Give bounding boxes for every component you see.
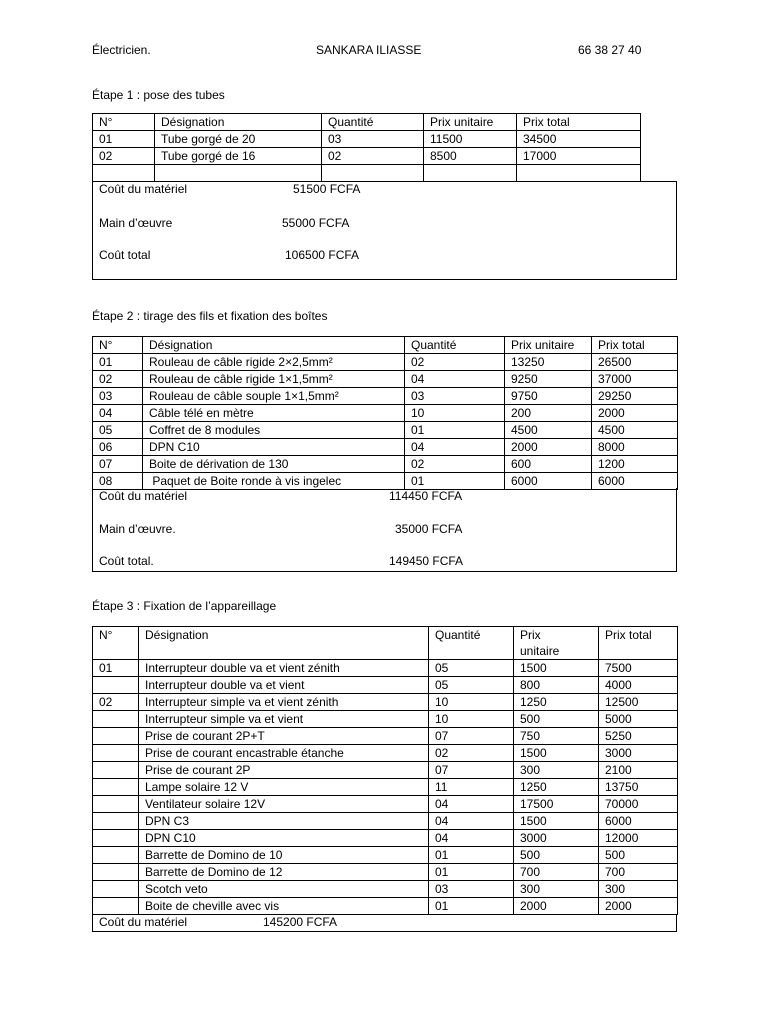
cell-designation: Rouleau de câble rigide 1×1,5mm²	[143, 371, 405, 388]
cell-num	[93, 796, 139, 813]
cout-materiel-value: 114450 FCFA	[389, 489, 463, 503]
etape1-summary	[92, 181, 677, 280]
table-row	[93, 371, 678, 388]
etape2-table	[92, 336, 678, 490]
table-row	[93, 796, 678, 813]
cout-total-label: Coût total.	[99, 554, 154, 568]
table-header-row	[93, 337, 678, 354]
cell-quantite: 11	[429, 779, 514, 796]
etape3-table	[92, 626, 678, 915]
cell-num: 08	[93, 473, 143, 490]
cell-prix-unitaire: 800	[514, 677, 599, 694]
cell-num: 06	[93, 439, 143, 456]
cell-prix-total: 2100	[599, 762, 678, 779]
table-row	[93, 660, 678, 677]
table-row	[93, 456, 678, 473]
cell-designation: Coffret de 8 modules	[143, 422, 405, 439]
cell-designation: Scotch veto	[139, 881, 429, 898]
cell-quantite: 10	[429, 694, 514, 711]
cell-quantite: 04	[429, 830, 514, 847]
cell-quantite: 05	[429, 677, 514, 694]
cell-prix-unitaire: 750	[514, 728, 599, 745]
col-header: N°	[93, 114, 155, 131]
etape1-table	[92, 113, 641, 182]
cell-num	[93, 762, 139, 779]
cell-designation: Tube gorgé de 20	[155, 131, 322, 148]
cell-prix-total: 17000	[517, 148, 641, 165]
table-row	[93, 131, 641, 148]
table-header-row	[93, 627, 678, 660]
cell-designation: Rouleau de câble rigide 2×2,5mm²	[143, 354, 405, 371]
cell-prix-total: 700	[599, 864, 678, 881]
cell-num: 01	[93, 131, 155, 148]
cell-prix-total: 300	[599, 881, 678, 898]
etape2-summary	[92, 488, 677, 572]
main-oeuvre-value: 55000 FCFA	[282, 216, 350, 230]
col-header: Quantité	[322, 114, 424, 131]
cell-num	[93, 864, 139, 881]
table-row	[93, 779, 678, 796]
cell-prix-unitaire: 8500	[424, 148, 517, 165]
cell-prix-total: 29250	[592, 388, 678, 405]
cell-designation: Interrupteur double va et vient	[139, 677, 429, 694]
cell-quantite: 02	[429, 745, 514, 762]
table-row	[93, 354, 678, 371]
cell-designation: Ventilateur solaire 12V	[139, 796, 429, 813]
table-row	[93, 864, 678, 881]
cell-num	[93, 165, 155, 182]
main-oeuvre-label: Main d’œuvre.	[99, 522, 176, 536]
table-row	[93, 405, 678, 422]
cell-quantite: 03	[322, 131, 424, 148]
cell-designation: DPN C10	[139, 830, 429, 847]
cell-prix-total: 12500	[599, 694, 678, 711]
cell-num: 04	[93, 405, 143, 422]
main-oeuvre-label: Main d’œuvre	[99, 216, 173, 230]
cell-prix-unitaire: 17500	[514, 796, 599, 813]
cell-prix-unitaire: 500	[514, 711, 599, 728]
cell-num	[93, 711, 139, 728]
cell-quantite: 02	[322, 148, 424, 165]
cell-num: 02	[93, 148, 155, 165]
cell-prix-total: 5250	[599, 728, 678, 745]
col-header: Désignation	[155, 114, 322, 131]
table-row	[93, 148, 641, 165]
cout-materiel-label: Coût du matériel	[99, 489, 188, 503]
col-header: Prix unitaire	[505, 337, 592, 354]
cell-quantite: 04	[405, 439, 505, 456]
col-header: Prix unitaire	[424, 114, 517, 131]
header-name: SANKARA ILIASSE	[316, 43, 422, 57]
table-row	[93, 388, 678, 405]
cell-quantite: 02	[405, 354, 505, 371]
table-row	[93, 473, 678, 490]
cell-num	[93, 830, 139, 847]
cell-designation: Câble télé en mètre	[143, 405, 405, 422]
cell-num: 07	[93, 456, 143, 473]
cout-materiel-value: 145200 FCFA	[263, 915, 338, 929]
table-row	[93, 762, 678, 779]
cell-prix-unitaire: 1500	[514, 660, 599, 677]
cell-prix-unitaire: 200	[505, 405, 592, 422]
col-header: Quantité	[429, 627, 514, 660]
cell-prix-unitaire: 9250	[505, 371, 592, 388]
cell-quantite	[322, 165, 424, 182]
cell-prix-unitaire: 700	[514, 864, 599, 881]
cout-materiel-label: Coût du matériel	[99, 182, 188, 196]
cout-total-label: Coût total	[99, 248, 151, 262]
cell-prix-unitaire: 1250	[514, 779, 599, 796]
header-profession: Électricien.	[92, 43, 151, 57]
cell-designation: Tube gorgé de 16	[155, 148, 322, 165]
table-row	[93, 813, 678, 830]
cell-quantite: 01	[429, 847, 514, 864]
cell-prix-total: 26500	[592, 354, 678, 371]
cell-prix-unitaire: 500	[514, 847, 599, 864]
cell-prix-total: 6000	[592, 473, 678, 490]
col-header: Quantité	[405, 337, 505, 354]
etape3-summary	[92, 915, 677, 932]
cell-prix-unitaire: 300	[514, 881, 599, 898]
cell-prix-total: 2000	[599, 898, 678, 915]
cell-prix-unitaire: 2000	[514, 898, 599, 915]
cell-prix-unitaire: 300	[514, 762, 599, 779]
col-header-prix-unitaire	[514, 627, 599, 660]
etape3-title: Étape 3 : Fixation de l’appareillage	[92, 599, 277, 613]
cell-quantite: 01	[429, 864, 514, 881]
cell-quantite: 10	[429, 711, 514, 728]
col-header-line: unitaire	[520, 644, 560, 658]
cell-prix-unitaire: 4500	[505, 422, 592, 439]
cell-prix-total: 70000	[599, 796, 678, 813]
cell-quantite: 03	[429, 881, 514, 898]
cell-designation: DPN C10	[143, 439, 405, 456]
cell-prix-total: 5000	[599, 711, 678, 728]
cell-designation: Prise de courant 2P	[139, 762, 429, 779]
cell-designation: Interrupteur simple va et vient zénith	[139, 694, 429, 711]
col-header: Prix total	[599, 627, 678, 660]
cell-prix-total: 4000	[599, 677, 678, 694]
cell-num	[93, 745, 139, 762]
cell-num: 02	[93, 694, 139, 711]
cell-prix-unitaire: 2000	[505, 439, 592, 456]
etape1-title: Étape 1 : pose des tubes	[92, 88, 225, 102]
cell-prix-total: 6000	[599, 813, 678, 830]
table-row	[93, 728, 678, 745]
table-row	[93, 677, 678, 694]
table-row	[93, 711, 678, 728]
cell-num: 05	[93, 422, 143, 439]
table-row	[93, 694, 678, 711]
col-header: Désignation	[143, 337, 405, 354]
cell-num	[93, 677, 139, 694]
table-row	[93, 898, 678, 915]
table-row	[93, 439, 678, 456]
cell-prix-total: 3000	[599, 745, 678, 762]
cell-designation: Barrette de Domino de 12	[139, 864, 429, 881]
cell-designation: Prise de courant encastrable étanche	[139, 745, 429, 762]
cell-prix-total: 7500	[599, 660, 678, 677]
cout-total-value: 106500 FCFA	[285, 248, 360, 262]
header-phone: 66 38 27 40	[578, 43, 642, 57]
cell-quantite: 05	[429, 660, 514, 677]
cell-prix-unitaire: 1500	[514, 745, 599, 762]
cell-prix-unitaire: 9750	[505, 388, 592, 405]
cell-num	[93, 898, 139, 915]
cell-prix-unitaire: 1500	[514, 813, 599, 830]
cout-materiel-label: Coût du matériel	[99, 915, 188, 929]
cell-designation: DPN C3	[139, 813, 429, 830]
table-row	[93, 422, 678, 439]
cell-num: 01	[93, 660, 139, 677]
cell-designation: Prise de courant 2P+T	[139, 728, 429, 745]
cell-prix-unitaire: 6000	[505, 473, 592, 490]
cell-designation: Interrupteur double va et vient zénith	[139, 660, 429, 677]
cell-prix-total: 500	[599, 847, 678, 864]
cell-num: 02	[93, 371, 143, 388]
cell-num	[93, 779, 139, 796]
cell-num	[93, 847, 139, 864]
cell-quantite: 02	[405, 456, 505, 473]
cell-quantite: 07	[429, 762, 514, 779]
cout-total-value: 149450 FCFA	[389, 554, 464, 568]
cell-designation: Barrette de Domino de 10	[139, 847, 429, 864]
col-header: N°	[93, 337, 143, 354]
main-oeuvre-value: 35000 FCFA	[395, 522, 463, 536]
table-row	[93, 830, 678, 847]
cell-quantite: 04	[429, 796, 514, 813]
cell-prix-total: 2000	[592, 405, 678, 422]
cell-prix-total	[517, 165, 641, 182]
cell-quantite: 10	[405, 405, 505, 422]
cell-prix-total: 8000	[592, 439, 678, 456]
col-header-line: Prix	[520, 628, 541, 642]
cell-designation: Boite de dérivation de 130	[143, 456, 405, 473]
cell-designation: Paquet de Boite ronde à vis ingelec	[143, 473, 405, 490]
table-row	[93, 745, 678, 762]
cell-num	[93, 813, 139, 830]
table-row	[93, 881, 678, 898]
cell-quantite: 04	[429, 813, 514, 830]
cell-prix-total: 34500	[517, 131, 641, 148]
cell-designation: Boite de cheville avec vis	[139, 898, 429, 915]
cell-prix-unitaire: 3000	[514, 830, 599, 847]
cell-designation	[155, 165, 322, 182]
col-header: N°	[93, 627, 139, 660]
cell-prix-total: 13750	[599, 779, 678, 796]
cell-num: 01	[93, 354, 143, 371]
cell-prix-unitaire: 600	[505, 456, 592, 473]
cell-num	[93, 881, 139, 898]
cell-num: 03	[93, 388, 143, 405]
table-row	[93, 165, 641, 182]
cell-quantite: 04	[405, 371, 505, 388]
cell-quantite: 01	[405, 473, 505, 490]
cell-prix-unitaire: 1250	[514, 694, 599, 711]
col-header: Prix total	[592, 337, 678, 354]
cell-prix-total: 12000	[599, 830, 678, 847]
table-row	[93, 847, 678, 864]
cell-designation: Interrupteur simple va et vient	[139, 711, 429, 728]
col-header: Désignation	[139, 627, 429, 660]
cell-prix-total: 4500	[592, 422, 678, 439]
cell-quantite: 01	[405, 422, 505, 439]
cell-quantite: 01	[429, 898, 514, 915]
cell-quantite: 07	[429, 728, 514, 745]
cell-designation: Lampe solaire 12 V	[139, 779, 429, 796]
etape2-title: Étape 2 : tirage des fils et fixation des boîtes	[92, 309, 328, 323]
table-header-row	[93, 114, 641, 131]
cell-prix-unitaire: 11500	[424, 131, 517, 148]
cell-quantite: 03	[405, 388, 505, 405]
cell-prix-total: 1200	[592, 456, 678, 473]
col-header: Prix total	[517, 114, 641, 131]
cell-designation: Rouleau de câble souple 1×1,5mm²	[143, 388, 405, 405]
cell-prix-unitaire	[424, 165, 517, 182]
cell-prix-unitaire: 13250	[505, 354, 592, 371]
cell-num	[93, 728, 139, 745]
cell-prix-total: 37000	[592, 371, 678, 388]
cout-materiel-value: 51500 FCFA	[293, 182, 361, 196]
